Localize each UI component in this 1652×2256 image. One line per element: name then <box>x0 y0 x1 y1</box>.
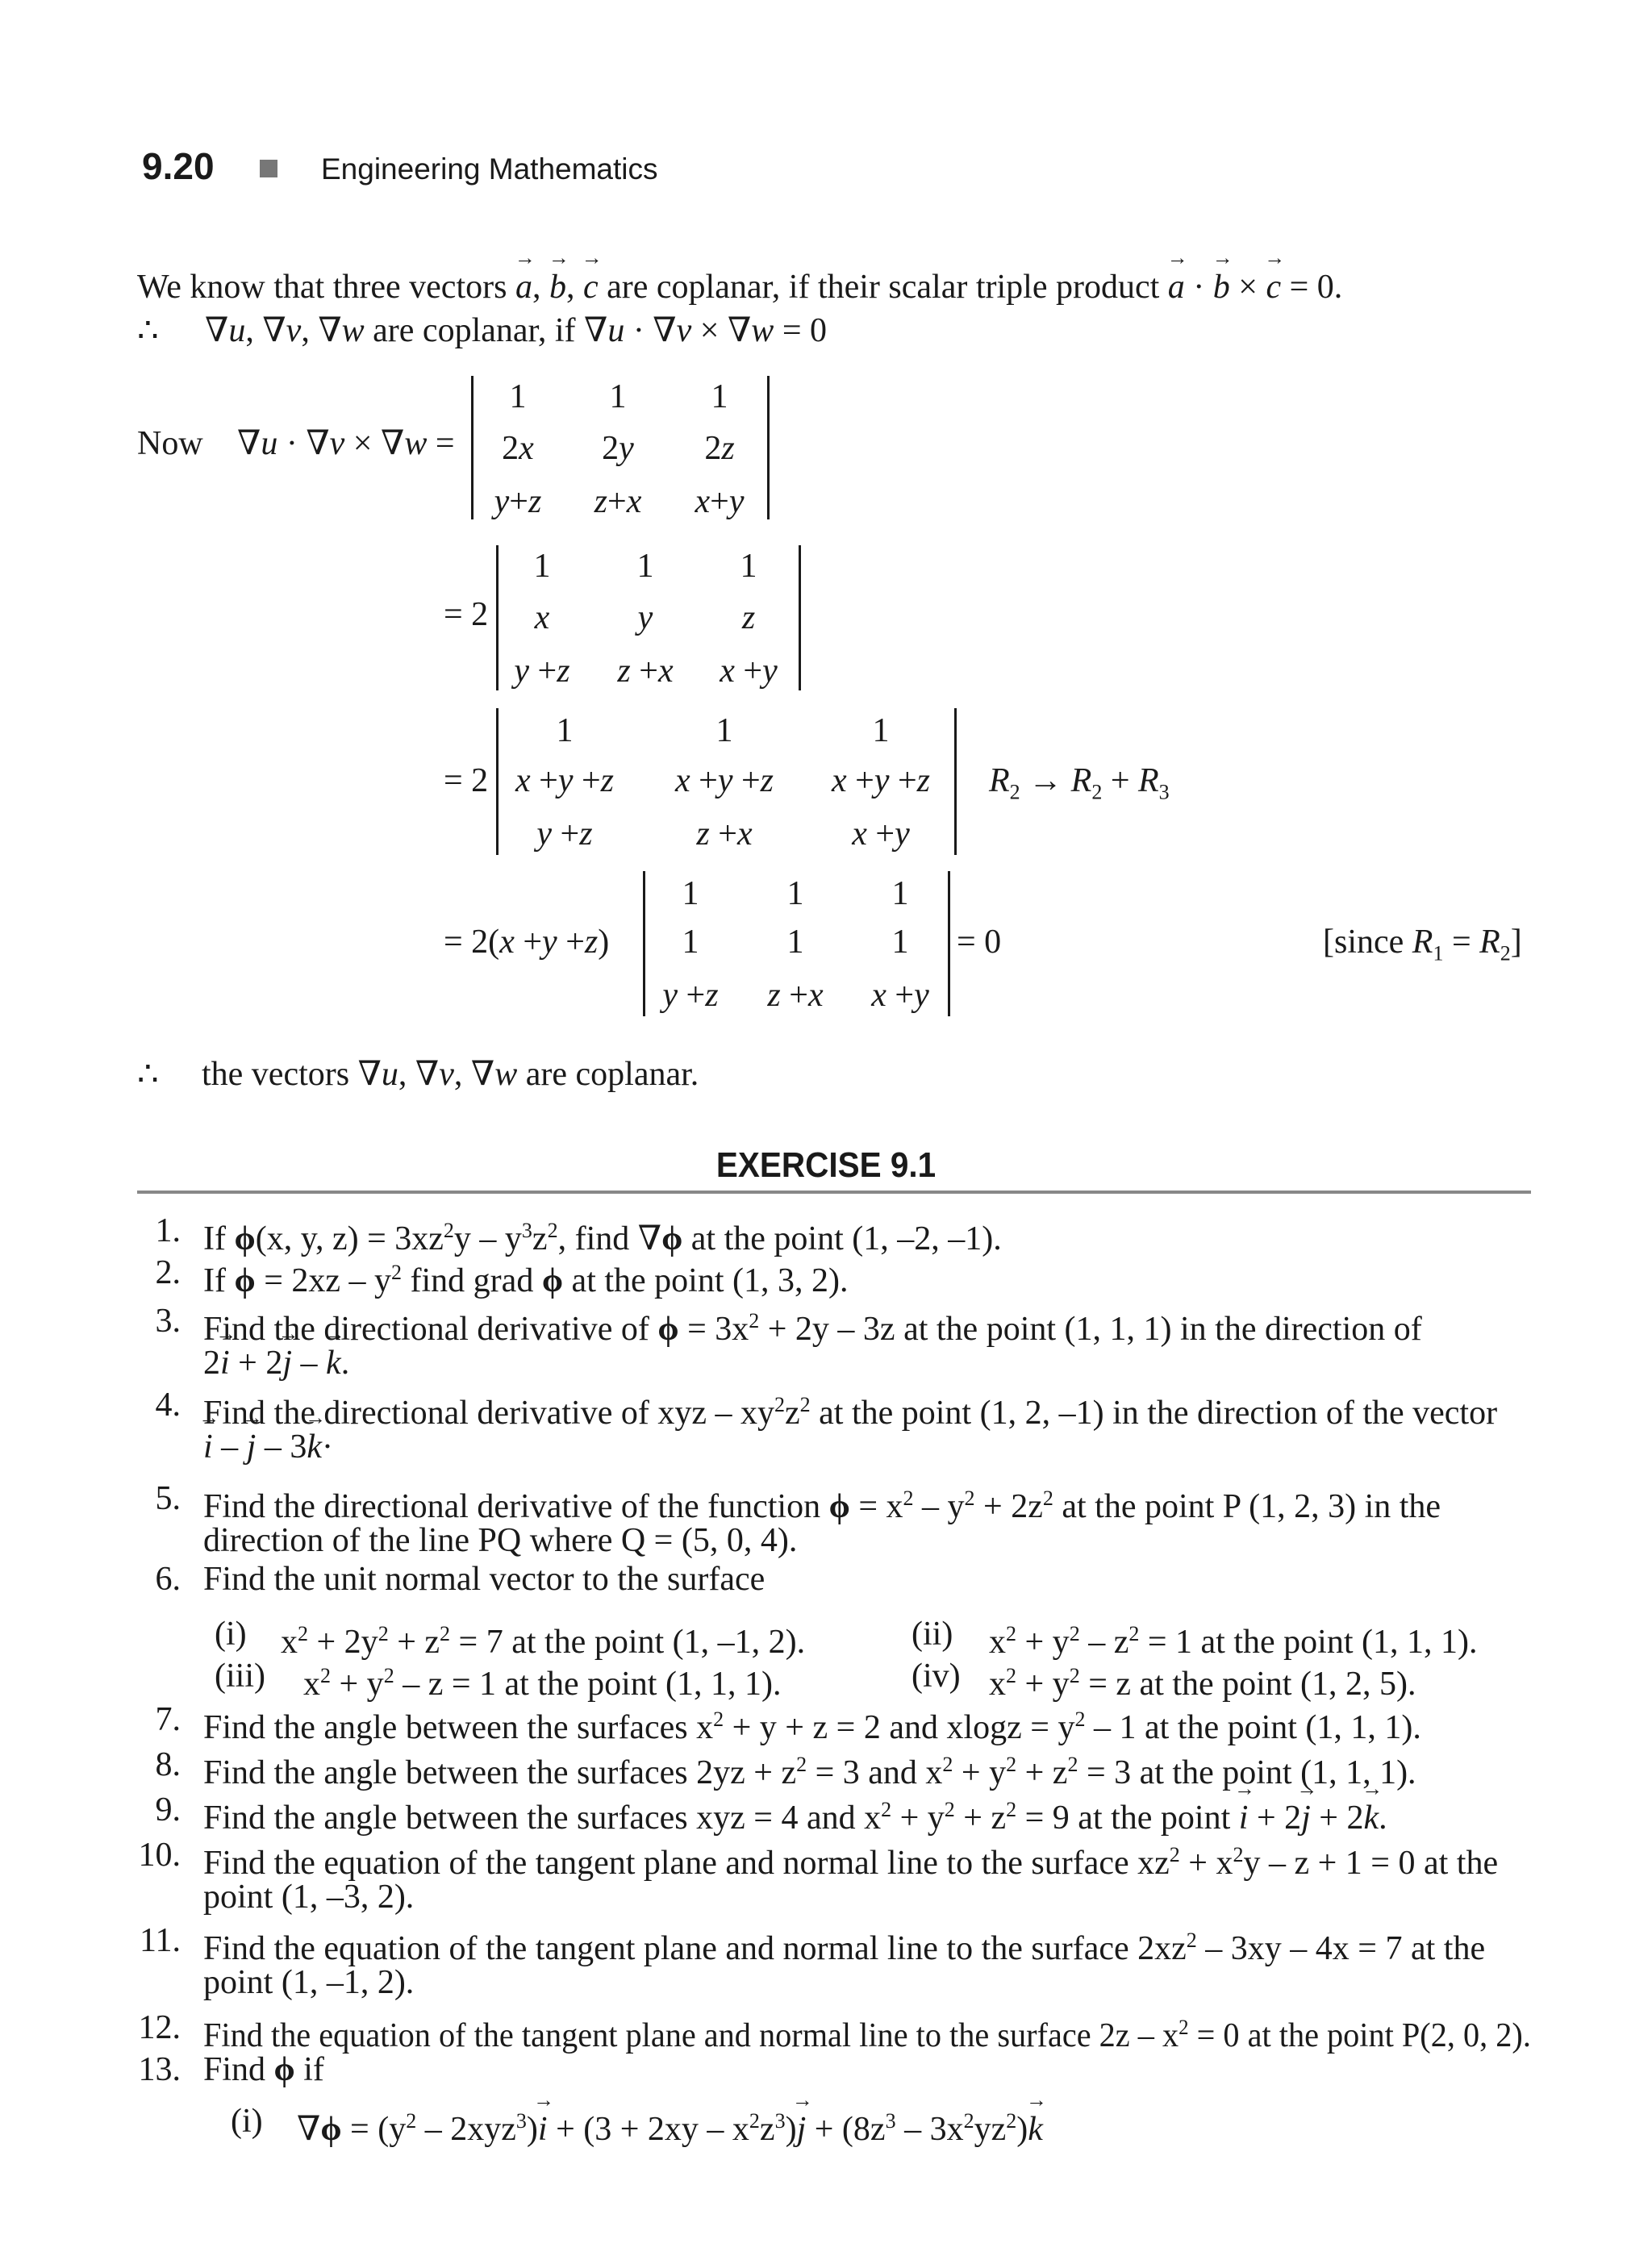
exercise-number: 11. <box>140 1922 181 1959</box>
exercise-number: 6. <box>155 1561 181 1598</box>
exercise-subitem-text: $x^2 + 2y^2 + z^2 = 7$ at the point (1, –1, 2). <box>281 1622 806 1661</box>
exercise-number: 13. <box>138 2051 181 2088</box>
exercise-text: Find the equation of the tangent plane and normal line to the surface $2z - x^2 = 0$ at the point P(2, 0, 2). <box>203 2016 1531 2054</box>
det4-cell-r2c1: 1 <box>682 924 699 961</box>
vector-b-2: → b <box>1213 269 1230 306</box>
exercise-number: 9. <box>155 1791 181 1829</box>
det3-prefix: = 2 <box>444 762 489 799</box>
conclusion-text: the vectors ∇u, ∇v, ∇w are coplanar. <box>202 1056 699 1093</box>
exercise-text: Find the directional derivative of xyz – $xy^2z^2$ at the point (1, 2, –1) in the direction of the vector <box>203 1393 1498 1432</box>
exercise-text: Find the angle between the surfaces xyz = 4 and $x^2 + y^2 + z^2 = 9$ at the point → i + 2→ j + 2→ k. <box>203 1789 1387 1839</box>
det2-cell-r2c2: y <box>637 599 653 636</box>
det2-cell-r2c3: z <box>741 599 756 636</box>
det4-cell-r3c2: z +x <box>767 977 824 1014</box>
exercise-subitem-label: (i) <box>231 2103 263 2140</box>
exercise-number: 1. <box>155 1212 181 1249</box>
exercise-divider <box>137 1191 1531 1194</box>
exercise-number: 12. <box>138 2009 181 2046</box>
exercise-text: Find ϕ if <box>203 2051 324 2088</box>
det4-cell-r1c3: 1 <box>891 875 909 912</box>
det1-cell-r2c1: 2x <box>502 430 534 467</box>
det3-right-bar <box>954 708 957 855</box>
exercise-subitem-label: (iii) <box>215 1658 265 1695</box>
det3-left-bar <box>496 708 499 855</box>
exercise-text: Find the directional derivative of the function $\phi = x^2 - y^2 + 2z^2$ at the point P (1, 2, 3) in the <box>203 1487 1441 1525</box>
det3-cell-r3c2: z +x <box>696 815 753 853</box>
exercise-text: If $\phi = 2xz - y^2$ find grad ϕ at the point (1, 3, 2). <box>203 1261 849 1299</box>
det3-row-operation-note: $R_2 \to R_2 + R_3$ <box>989 762 1170 804</box>
exercise-subitem-label: (iv) <box>912 1658 961 1695</box>
exercise-text-continued: 2→ i + 2→ j – → k. <box>203 1342 349 1384</box>
vector-c: → c <box>583 269 599 306</box>
det1-cell-r3c1: y+z <box>494 483 542 520</box>
det2-cell-r3c2: z +x <box>617 653 674 690</box>
det1-cell-r1c1: 1 <box>509 378 527 415</box>
vector-a-2: → a <box>1168 269 1185 306</box>
det4-cell-r3c3: x +y <box>871 977 929 1014</box>
exercise-subitem-label: (i) <box>215 1616 247 1653</box>
line1-prefix: We know that three vectors <box>137 269 515 306</box>
vector-a: → a <box>515 269 532 306</box>
det1-cell-r2c2: 2y <box>602 430 634 467</box>
exercise-subitem-text: $x^2 + y^2 - z^2 = 1$ at the point (1, 1, 1). <box>989 1622 1478 1661</box>
exercise-number: 5. <box>155 1480 181 1517</box>
det1-cell-r1c2: 1 <box>609 378 627 415</box>
now-label: Now <box>137 425 203 462</box>
det3-cell-r1c3: 1 <box>872 712 890 749</box>
det4-left-bar <box>643 871 645 1016</box>
exercise-text: Find the equation of the tangent plane and normal line to the surface $2xz^2 - 3xy - 4x = 7$ at the <box>203 1929 1486 1967</box>
therefore-symbol-2: ∴ <box>137 1056 159 1093</box>
det4-cell-r1c1: 1 <box>682 875 699 912</box>
det4-note: [since $R_1 = R_2$] <box>1323 924 1522 965</box>
det2-cell-r2c1: x <box>534 599 550 636</box>
exercise-number: 10. <box>138 1837 181 1874</box>
det1-right-bar <box>767 376 770 519</box>
exercise-text-continued: direction of the line PQ where Q = (5, 0, 4). <box>203 1522 798 1559</box>
therefore-symbol-1: ∴ <box>137 312 159 349</box>
det3-cell-r2c3: x +y +z <box>831 762 931 799</box>
det3-cell-r3c1: y +z <box>536 815 593 853</box>
det1-left-bar <box>471 376 473 519</box>
vector-c-2: → c <box>1266 269 1281 306</box>
exercise-subitem-text: $x^2 + y^2 = z$ at the point (1, 2, 5). <box>989 1664 1416 1703</box>
exercise-text-continued: → i – → j – 3→ k· <box>203 1426 333 1468</box>
det4-right-bar <box>948 871 950 1016</box>
det3-cell-r2c2: x +y +z <box>674 762 774 799</box>
exercise-subitem-label: (ii) <box>912 1616 953 1653</box>
exercise-number: 4. <box>155 1387 181 1424</box>
solution-line-1: We know that three vectors → a, → b, → c are coplanar, if their scalar triple product → a · → b × → c = 0. <box>137 266 1342 308</box>
exercise-text: Find the angle between the surfaces $2yz + z^2 = 3$ and $x^2 + y^2 + z^2 = 3$ at the point (1, 1, 1). <box>203 1753 1416 1791</box>
det1-cell-r3c3: x+y <box>695 483 745 520</box>
det2-right-bar <box>799 545 801 690</box>
exercise-text: Find the directional derivative of $\phi = 3x^2 + 2y - 3z$ at the point (1, 1, 1) in the direction of <box>203 1309 1422 1348</box>
det4-result: = 0 <box>957 924 1002 961</box>
det1-cell-r3c2: z+x <box>594 483 642 520</box>
book-title: Engineering Mathematics <box>321 152 658 186</box>
line1-middle: are coplanar, if their scalar triple product <box>598 269 1168 306</box>
exercise-number: 7. <box>155 1701 181 1738</box>
det4-prefix: = 2(x +y +z) <box>444 924 610 961</box>
det2-cell-r3c3: x +y <box>720 653 778 690</box>
det2-cell-r3c1: y +z <box>514 653 570 690</box>
exercise-number: 2. <box>155 1254 181 1291</box>
exercise-text: If ϕ(x, y, $z) = 3xz^2y - y^3z^2$, find ∇ϕ at the point (1, –2, –1). <box>203 1219 1002 1257</box>
page-number: 9.20 <box>142 145 215 187</box>
det4-cell-r3c1: y +z <box>662 977 719 1014</box>
det1-cell-r1c3: 1 <box>711 378 728 415</box>
det4-cell-r2c3: 1 <box>891 924 909 961</box>
det3-cell-r1c1: 1 <box>556 712 574 749</box>
exercise-number: 3. <box>155 1303 181 1340</box>
det1-lhs: ∇u · ∇v × ∇w = <box>237 425 455 462</box>
det2-cell-r1c3: 1 <box>740 548 757 585</box>
exercise-text: Find the unit normal vector to the surface <box>203 1561 766 1598</box>
header-square-icon <box>260 160 277 177</box>
det2-cell-r1c1: 1 <box>533 548 551 585</box>
exercise-text-continued: point (1, –3, 2). <box>203 1879 415 1916</box>
exercise-text: Find the equation of the tangent plane and normal line to the surface $xz^2 + x^2y - z + 1 = 0$ at the <box>203 1843 1499 1882</box>
det1-cell-r2c3: 2z <box>704 430 735 467</box>
exercise-text-continued: point (1, –1, 2). <box>203 1964 415 2001</box>
exercise-number: 8. <box>155 1746 181 1783</box>
det2-left-bar <box>496 545 499 690</box>
exercise-subitem-text: $x^2 + y^2 - z = 1$ at the point (1, 1, 1). <box>303 1664 782 1703</box>
vector-b: → b <box>549 269 566 306</box>
det4-cell-r2c2: 1 <box>786 924 804 961</box>
det2-prefix: = 2 <box>444 596 489 633</box>
det2-cell-r1c2: 1 <box>636 548 654 585</box>
exercise-subitem-text: $\nabla\phi = (y^2 - 2xyz^3)\to i + (3 + 2xy - x^2z^3)\to j + (8z^3 - 3x^2yz^2)\to k$ <box>297 2100 1043 2150</box>
det3-cell-r1c2: 1 <box>715 712 733 749</box>
det3-cell-r2c1: x +y +z <box>515 762 615 799</box>
exercise-title: EXERCISE 9.1 <box>715 1145 937 1185</box>
solution-line-2: ∇u, ∇v, ∇w are coplanar, if ∇u · ∇v × ∇w = 0 <box>205 312 827 349</box>
det4-cell-r1c2: 1 <box>786 875 804 912</box>
exercise-text: Find the angle between the surfaces $x^2 + y + z = 2$ and $xlogz = y^2 - 1$ at the point (1, 1, 1). <box>203 1708 1421 1746</box>
det3-cell-r3c3: x +y <box>852 815 910 853</box>
